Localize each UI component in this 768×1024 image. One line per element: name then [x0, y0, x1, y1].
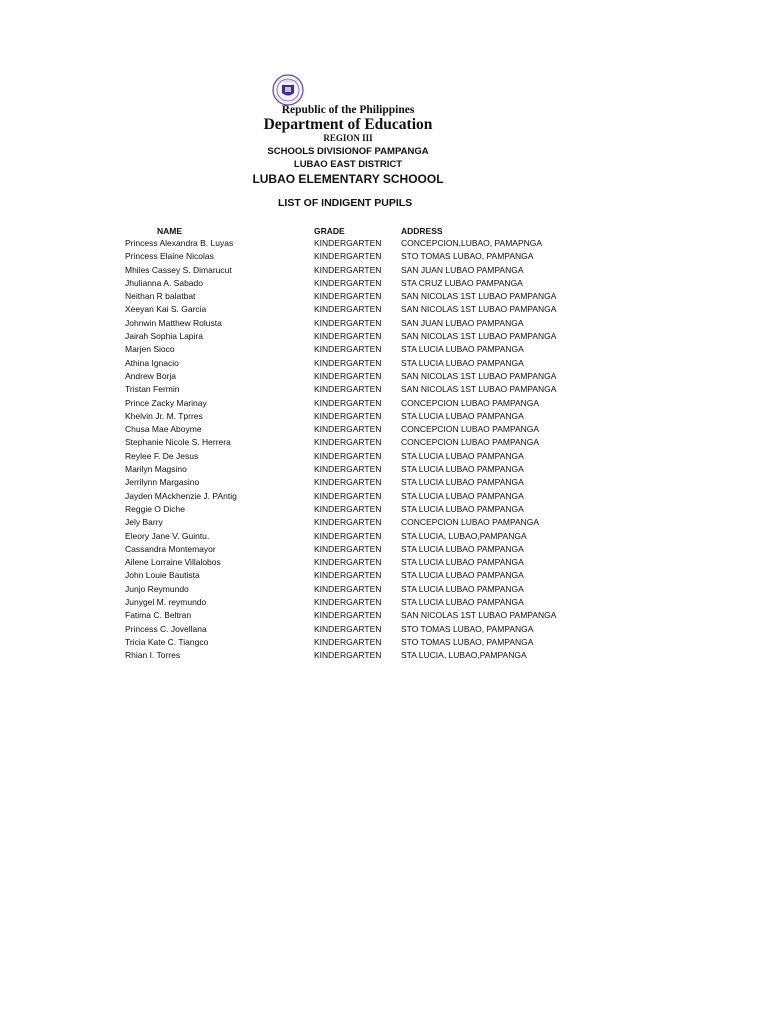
- pupil-grade: KINDERGARTEN: [314, 264, 382, 275]
- column-header-name: NAME: [157, 226, 183, 236]
- department-title: Department of Education: [263, 116, 433, 133]
- pupil-grade: KINDERGARTEN: [314, 477, 382, 488]
- pupil-name: John Louie Bautista: [125, 570, 200, 581]
- table-row: [0, 624, 768, 637]
- pupil-grade: KINDERGARTEN: [314, 503, 382, 514]
- pupil-grade: KINDERGARTEN: [314, 291, 382, 302]
- pupil-name: Jerrilynn Margasino: [125, 477, 200, 488]
- column-header-grade: GRADE: [314, 226, 345, 236]
- pupil-name: Jairah Sophia Lapira: [125, 331, 203, 342]
- pupil-name: Junjo Reymundo: [125, 583, 189, 594]
- pupil-name: Chusa Mae Aboyme: [125, 424, 202, 435]
- pupil-name: Mhiles Cassey S. Dimarucut: [125, 264, 232, 275]
- pupil-name: Jhulianna A. Sabado: [125, 277, 203, 288]
- pupil-address: CONCEPCION LUBAO PAMPANGA: [401, 424, 540, 435]
- pupil-name: Princess C. Jovellana: [125, 623, 207, 634]
- pupil-address: SAN NICOLAS 1ST LUBAO PAMPANGA: [401, 331, 557, 342]
- table-row: [0, 411, 768, 424]
- table-row: [0, 384, 768, 397]
- pupil-name: Jayden MAckhenzie J. PAntig: [125, 490, 237, 501]
- table-row: [0, 517, 768, 530]
- table-row: [0, 371, 768, 384]
- pupil-address: CONCEPCION LUBAO PAMPANGA: [401, 437, 540, 448]
- pupil-name: Fatima C. Beltran: [125, 610, 192, 621]
- pupil-name: Khelvin Jr. M. Tprres: [125, 410, 203, 421]
- table-row: [0, 650, 768, 663]
- pupil-address: STA LUCIA LUBAO PAMPANGA: [401, 344, 524, 355]
- pupil-name: Athina Ignacio: [125, 357, 179, 368]
- school-name: LUBAO ELEMENTARY SCHOOOL: [252, 172, 444, 186]
- pupil-list: [0, 238, 768, 664]
- table-row: [0, 358, 768, 371]
- table-row: [0, 238, 768, 251]
- pupil-grade: KINDERGARTEN: [314, 304, 382, 315]
- table-row: [0, 424, 768, 437]
- pupil-grade: KINDERGARTEN: [314, 397, 382, 408]
- table-row: [0, 265, 768, 278]
- pupil-grade: KINDERGARTEN: [314, 450, 382, 461]
- pupil-grade: KINDERGARTEN: [314, 238, 382, 248]
- pupil-address: STA LUCIA LUBAO PAMPANGA: [401, 557, 524, 568]
- pupil-address: STA LUCIA LUBAO PAMPANGA: [401, 464, 524, 475]
- pupil-address: STO TOMAS LUBAO, PAMPANGA: [401, 636, 534, 647]
- table-row: [0, 304, 768, 317]
- pupil-name: Reylee F. De Jesus: [125, 450, 199, 461]
- pupil-address: SAN NICOLAS 1ST LUBAO PAMPANGA: [401, 384, 557, 395]
- pupil-grade: KINDERGARTEN: [314, 410, 382, 421]
- pupil-address: STA LUCIA LUBAO PAMPANGA: [401, 503, 524, 514]
- deped-seal-icon: [270, 74, 306, 106]
- pupil-name: Stephanie Nicole S. Herrera: [125, 437, 231, 448]
- table-row: [0, 464, 768, 477]
- pupil-name: Princess Elaine Nicolas: [125, 251, 214, 262]
- pupil-name: Marilyn Magsino: [125, 464, 187, 475]
- pupil-name: Junygel M. reymundo: [125, 597, 207, 608]
- list-title: LIST OF INDIGENT PUPILS: [278, 197, 413, 209]
- pupil-grade: KINDERGARTEN: [314, 464, 382, 475]
- table-row: [0, 278, 768, 291]
- table-row: [0, 437, 768, 450]
- table-row: [0, 491, 768, 504]
- table-row: [0, 570, 768, 583]
- pupil-name: Tricia Kate C. Tiangco: [125, 636, 209, 647]
- table-row: [0, 451, 768, 464]
- column-header-address: ADDRESS: [401, 226, 443, 236]
- table-row: [0, 557, 768, 570]
- table-row: [0, 318, 768, 331]
- pupil-address: SAN JUAN LUBAO PAMPANGA: [401, 317, 524, 328]
- pupil-grade: KINDERGARTEN: [314, 583, 382, 594]
- pupil-name: Neithan R balatbat: [125, 291, 196, 302]
- pupil-name: Jely Barry: [125, 517, 163, 528]
- pupil-address: STA LUCIA LUBAO PAMPANGA: [401, 543, 524, 554]
- pupil-address: STA LUCIA, LUBAO,PAMPANGA: [401, 530, 527, 541]
- pupil-grade: KINDERGARTEN: [314, 251, 382, 262]
- pupil-name: Johnwin Matthew Rolusta: [125, 317, 222, 328]
- pupil-name: Reggie O Diche: [125, 503, 186, 514]
- republic-line: Republic of the Philippines: [281, 104, 415, 116]
- pupil-name: Ailene Lorraine Villalobos: [125, 557, 221, 568]
- table-row: [0, 251, 768, 264]
- pupil-address: STO TOMAS LUBAO, PAMPANGA: [401, 623, 534, 634]
- pupil-name: Xeeyan Kai S. Garcia: [125, 304, 207, 315]
- region-line: REGION III: [323, 133, 373, 143]
- table-row: [0, 344, 768, 357]
- table-row: [0, 584, 768, 597]
- pupil-address: STO TOMAS LUBAO, PAMPANGA: [401, 251, 534, 262]
- district-line: LUBAO EAST DISTRICT: [293, 159, 403, 170]
- pupil-name: Rhian I. Torres: [125, 650, 181, 661]
- pupil-grade: KINDERGARTEN: [314, 370, 382, 381]
- pupil-grade: KINDERGARTEN: [314, 570, 382, 581]
- pupil-grade: KINDERGARTEN: [314, 610, 382, 621]
- table-row: [0, 477, 768, 490]
- pupil-grade: KINDERGARTEN: [314, 357, 382, 368]
- table-row: [0, 610, 768, 623]
- table-row: [0, 504, 768, 517]
- table-row: [0, 637, 768, 650]
- table-row: [0, 544, 768, 557]
- division-line: SCHOOLS DIVISIONOF PAMPANGA: [267, 146, 429, 157]
- pupil-address: SAN NICOLAS 1ST LUBAO PAMPANGA: [401, 610, 557, 621]
- pupil-address: SAN NICOLAS 1ST LUBAO PAMPANGA: [401, 370, 557, 381]
- pupil-grade: KINDERGARTEN: [314, 490, 382, 501]
- pupil-grade: KINDERGARTEN: [314, 543, 382, 554]
- pupil-address: STA CRUZ LUBAO PAMPANGA: [401, 277, 523, 288]
- pupil-address: CONCEPCION LUBAO PAMPANGA: [401, 517, 540, 528]
- table-row: [0, 398, 768, 411]
- pupil-grade: KINDERGARTEN: [314, 650, 382, 661]
- pupil-grade: KINDERGARTEN: [314, 557, 382, 568]
- pupil-grade: KINDERGARTEN: [314, 437, 382, 448]
- pupil-name: Princess Alexandra B. Luyas: [125, 238, 234, 248]
- pupil-address: SAN NICOLAS 1ST LUBAO PAMPANGA: [401, 291, 557, 302]
- pupil-grade: KINDERGARTEN: [314, 597, 382, 608]
- pupil-address: STA LUCIA, LUBAO,PAMPANGA: [401, 650, 527, 661]
- pupil-name: Andrew Borja: [125, 370, 177, 381]
- pupil-grade: KINDERGARTEN: [314, 317, 382, 328]
- pupil-address: STA LUCIA LUBAO PAMPANGA: [401, 477, 524, 488]
- pupil-grade: KINDERGARTEN: [314, 517, 382, 528]
- pupil-address: STA LUCIA LUBAO PAMPANGA: [401, 450, 524, 461]
- pupil-address: STA LUCIA LUBAO PAMPANGA: [401, 357, 524, 368]
- table-row: [0, 291, 768, 304]
- pupil-name: Prince Zacky Marinay: [125, 397, 207, 408]
- pupil-address: STA LUCIA LUBAO PAMPANGA: [401, 490, 524, 501]
- pupil-address: CONCEPCION,LUBAO, PAMAPNGA: [401, 238, 543, 248]
- pupil-grade: KINDERGARTEN: [314, 344, 382, 355]
- pupil-name: Tristan Fermin: [125, 384, 180, 395]
- pupil-address: STA LUCIA LUBAO PAMPANGA: [401, 410, 524, 421]
- pupil-address: STA LUCIA LUBAO PAMPANGA: [401, 570, 524, 581]
- pupil-grade: KINDERGARTEN: [314, 331, 382, 342]
- table-row: [0, 531, 768, 544]
- pupil-address: CONCEPCION LUBAO PAMPANGA: [401, 397, 540, 408]
- pupil-grade: KINDERGARTEN: [314, 424, 382, 435]
- pupil-address: SAN JUAN LUBAO PAMPANGA: [401, 264, 524, 275]
- pupil-address: STA LUCIA LUBAO PAMPANGA: [401, 597, 524, 608]
- pupil-name: Eleory Jane V. Guintu.: [125, 530, 210, 541]
- pupil-address: SAN NICOLAS 1ST LUBAO PAMPANGA: [401, 304, 557, 315]
- pupil-name: Marjen Sioco: [125, 344, 175, 355]
- pupil-grade: KINDERGARTEN: [314, 530, 382, 541]
- pupil-grade: KINDERGARTEN: [314, 384, 382, 395]
- table-row: [0, 597, 768, 610]
- pupil-grade: KINDERGARTEN: [314, 636, 382, 647]
- pupil-name: Cassandra Montemayor: [125, 543, 216, 554]
- pupil-address: STA LUCIA LUBAO PAMPANGA: [401, 583, 524, 594]
- pupil-grade: KINDERGARTEN: [314, 623, 382, 634]
- pupil-grade: KINDERGARTEN: [314, 277, 382, 288]
- table-row: [0, 331, 768, 344]
